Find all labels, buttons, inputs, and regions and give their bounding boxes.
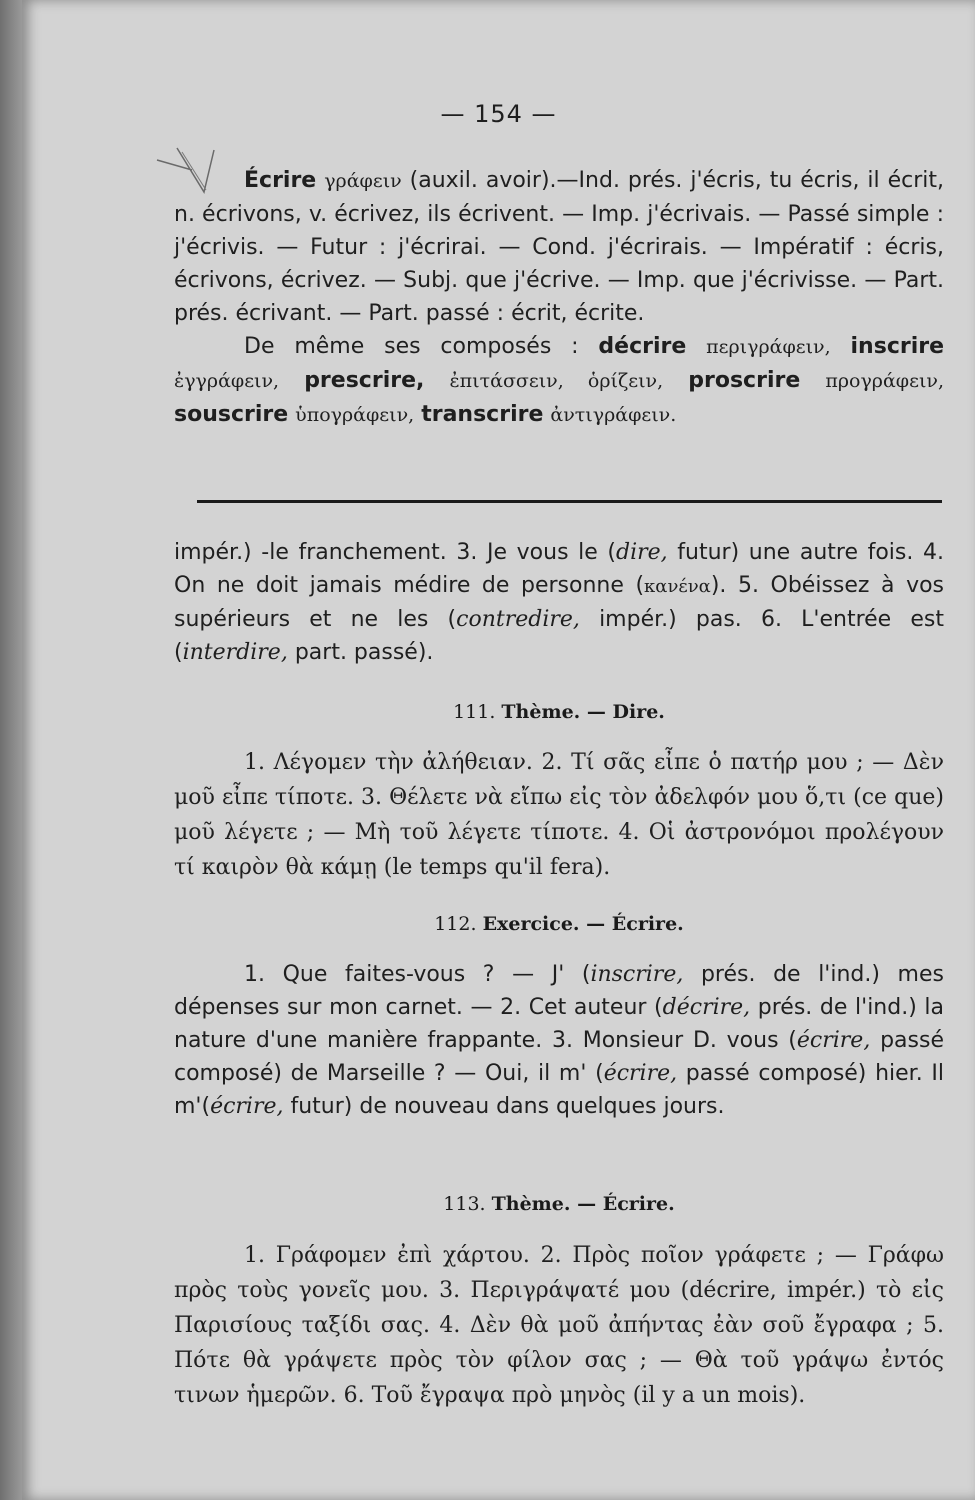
text-run: impér.) pas. 6. L'entrée est ( (174, 607, 945, 665)
conjugation-forms: (auxil. avoir).—Ind. prés. j'écris, tu écris, il écrit, n. écrivons, v. écrivez, ils écrivent. — Imp. j'écrivais. — Passé simple : j'écrivis. — Futur : j'écrirai. — Cond. j'écrirais. — Impératif : écris, écrivons, écrivez. — Subj. que j'écrive. — Imp. que j'écrivisse. — Part. prés. écrivant. — Part. passé : écrit, écrite. (174, 168, 944, 326)
compounds-paragraph (174, 330, 944, 432)
compound-fr: inscrire (850, 334, 945, 359)
compound-fr: prescrire, (304, 368, 425, 393)
text-run: ). 5. Obéissez à vos supérieurs et ne les ( (174, 573, 945, 632)
italic-verb: interdire, (182, 640, 288, 665)
section-112-text (174, 958, 944, 1123)
italic-verb: écrire, (603, 1061, 678, 1086)
greek-gloss: κανένα (644, 576, 711, 597)
italic-verb: contredire, (456, 607, 580, 632)
conjugation-paragraph (174, 164, 944, 432)
text-run: impér.) -le franchement. 3. Je vous le ( (174, 540, 617, 565)
italic-verb: dire, (616, 540, 668, 565)
continuation-paragraph (174, 536, 944, 669)
section-number: 111. (453, 701, 496, 723)
page-number: — 154 — (440, 100, 557, 128)
italic-verb: décrire, (662, 995, 751, 1020)
compound-fr: proscrire (688, 368, 801, 393)
compound-gr: ἀντιγράφειν. (550, 404, 677, 426)
section-111-heading (174, 701, 944, 723)
section-title: Thème. — Écrire. (491, 1193, 675, 1215)
section-number: 112. (434, 913, 477, 935)
section-title: Exercice. — Écrire. (482, 913, 684, 935)
section-113-text: 1. Γράφομεν ἐπὶ χάρτου. 2. Πρὸς ποῖον γράφετε ; — Γράφω πρὸς τοὺς γονεῖς μου. 3. Περιγράψατέ μου (décrire, impér.) τὸ εἰς Παρισίους ταξίδι σας. 4. Δὲν θὰ μοῦ ἀπήντας ἐὰν σοῦ ἔγραφα ; 5. Πότε θὰ γράψετε πρὸς τὸν φίλον σας ; — Θὰ τοῦ γράψω ἐντός τινων ἡμερῶν. 6. Τοῦ ἔγραψα πρὸ μηνὸς (il y a un mois). (174, 1243, 944, 1408)
compounds-intro: De même ses composés : (244, 334, 579, 359)
footnote-divider (197, 500, 942, 503)
text-run: prés. de l'ind.) mes dépenses sur mon carnet. — 2. Cet auteur ( (174, 962, 944, 1020)
compound-fr: transcrire (421, 402, 544, 427)
compound-gr: ἐπιτάσσειν, ὁρίζειν, (449, 370, 664, 392)
section-113-heading (174, 1193, 944, 1215)
section-number: 113. (443, 1193, 486, 1215)
compound-gr: ἐγγράφειν, (174, 370, 280, 392)
page-gutter-shadow (0, 0, 22, 1500)
section-112-heading (174, 913, 944, 935)
book-page (22, 0, 975, 1500)
compound-fr: décrire (598, 334, 687, 359)
conjugation-lead-word: Écrire (244, 168, 317, 193)
text-run: futur) de nouveau dans quelques jours. (283, 1094, 725, 1119)
text-run: prés. de l'ind.) la nature d'une manière frappante. 3. Monsieur D. vous ( (174, 995, 944, 1053)
italic-verb: écrire, (210, 1094, 284, 1119)
section-title: Thème. — Dire. (501, 701, 665, 723)
compound-gr: προγράφειν, (825, 370, 944, 392)
compound-gr: ὑπογράφειν, (295, 404, 415, 426)
italic-verb: inscrire, (590, 962, 684, 987)
text-run: 1. Que faites-vous ? — J' ( (244, 962, 591, 987)
italic-verb: écrire, (796, 1028, 871, 1053)
compound-fr: souscrire (174, 402, 289, 427)
text-run: part. passé). (287, 640, 434, 665)
conjugation-lead-greek: γράφειν (324, 170, 402, 192)
compound-gr: περιγράφειν, (706, 336, 831, 358)
text-run: futur) une autre fois. 4. On ne doit jamais médire de personne ( (174, 540, 944, 598)
text-run: passé composé) de Marseille ? — Oui, il m' ( (174, 1028, 944, 1086)
section-111-text: 1. Λέγομεν τὴν ἀλήθειαν. 2. Τί σᾶς εἶπε ὁ πατήρ μου ; — Δὲν μοῦ εἶπε τίποτε. 3. Θέλετε νὰ εἴπω εἰς τὸν ἀδελφόν μου ὅ,τι (ce que) μοῦ λέγετε ; — Μὴ τοῦ λέγετε τίποτε. 4. Οἱ ἀστρονόμοι προλέγουν τί καιρὸν θὰ κάμῃ (le temps qu'il fera). (174, 750, 944, 880)
text-run: passé composé) hier. Il m'( (174, 1061, 944, 1119)
